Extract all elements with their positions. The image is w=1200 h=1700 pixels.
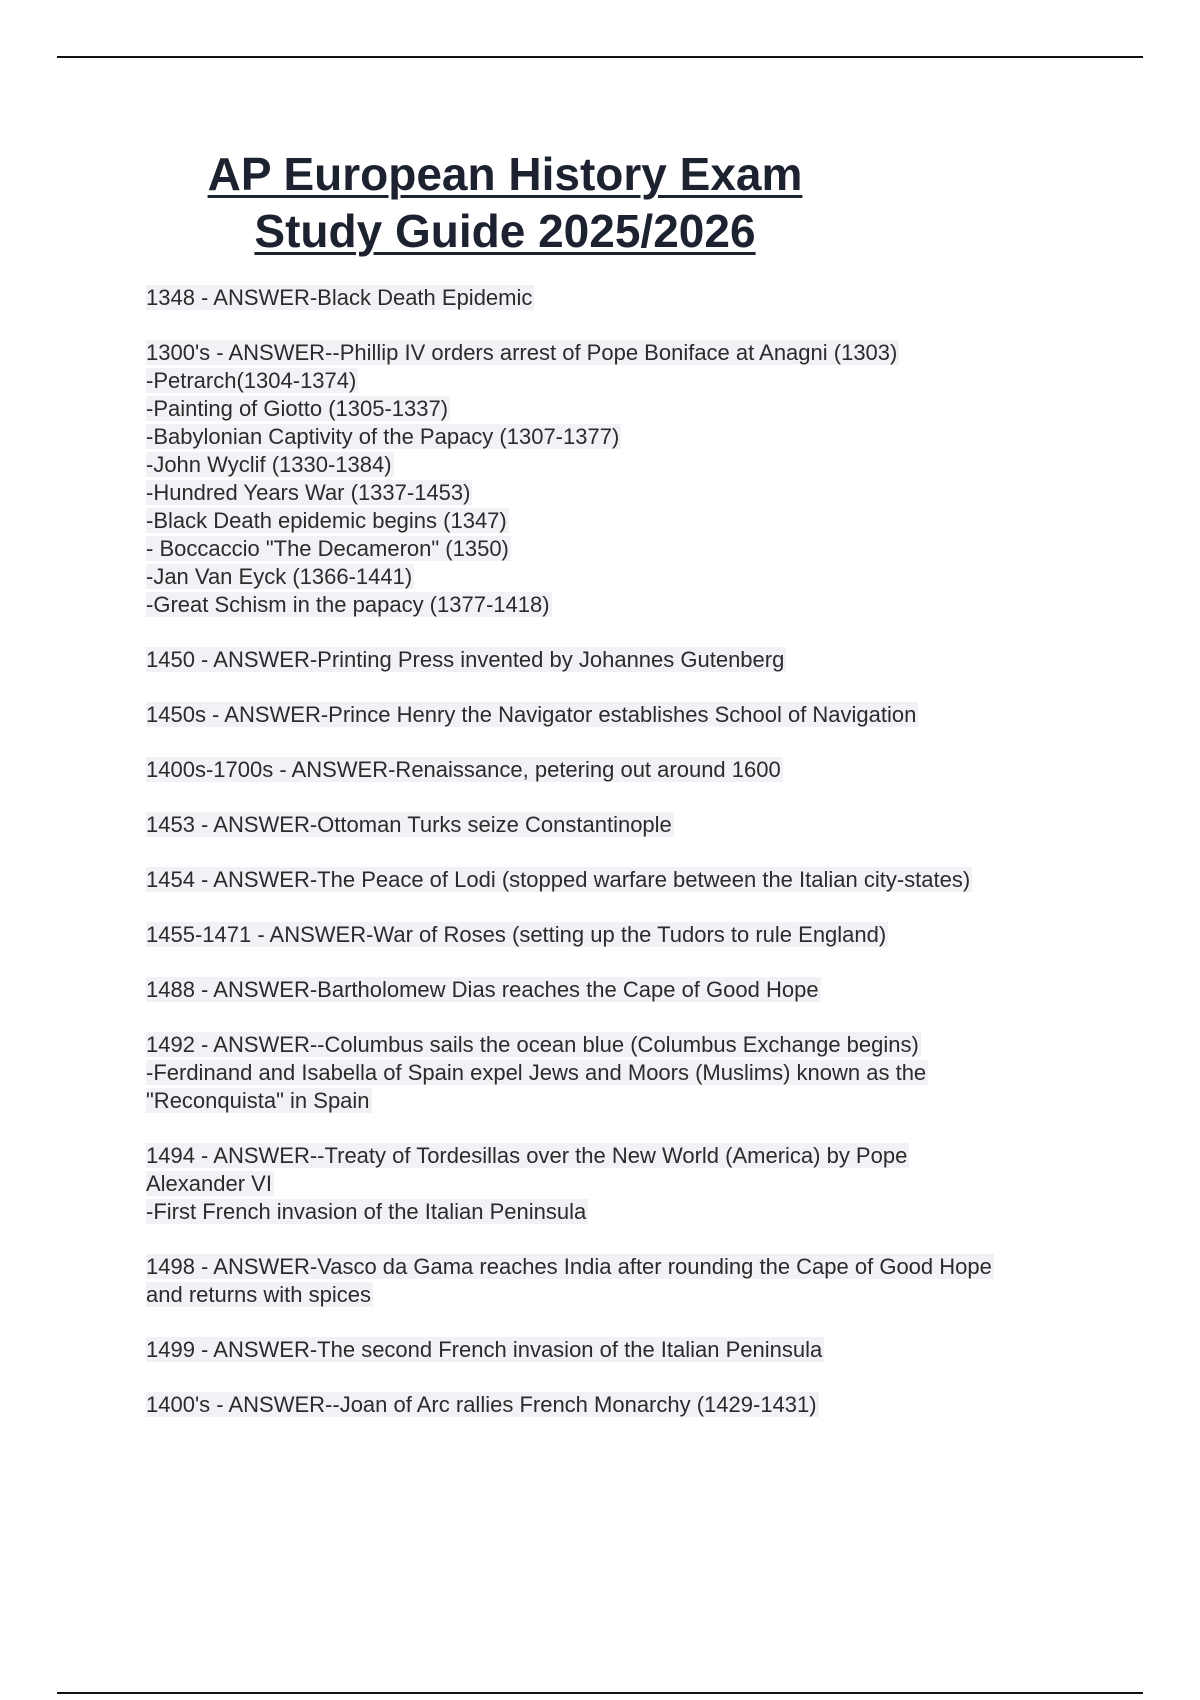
- entry-line-text: -Painting of Giotto (1305-1337): [146, 396, 449, 421]
- entry-line-text: 1455-1471 - ANSWER-War of Roses (setting up the Tudors to rule England): [146, 922, 887, 947]
- entry-line: [146, 1391, 1146, 1419]
- qa-entry: [146, 921, 1146, 949]
- qa-entry: [146, 756, 1146, 784]
- entry-line-text: 1450 - ANSWER-Printing Press invented by Johannes Gutenberg: [146, 647, 785, 672]
- entry-line: [146, 479, 1146, 507]
- qa-entry: [146, 811, 1146, 839]
- study-guide-entries: [146, 284, 1146, 1446]
- qa-entry: [146, 284, 1146, 312]
- entry-line-text: -First French invasion of the Italian Peninsula: [146, 1199, 587, 1224]
- entry-line: [146, 339, 1146, 367]
- entry-line: [146, 591, 1146, 619]
- entry-line-text: -Jan Van Eyck (1366-1441): [146, 564, 413, 589]
- entry-line: [146, 701, 1146, 729]
- qa-entry: [146, 1142, 1146, 1226]
- entry-line: [146, 451, 1146, 479]
- entry-line-text: 1499 - ANSWER-The second French invasion of the Italian Peninsula: [146, 1337, 823, 1362]
- page-title: [100, 146, 910, 260]
- entry-line: [146, 921, 1146, 949]
- qa-entry: [146, 339, 1146, 619]
- qa-entry: [146, 976, 1146, 1004]
- entry-line: [146, 976, 1146, 1004]
- entry-line: [146, 563, 1146, 591]
- top-rule: [57, 56, 1143, 58]
- entry-line-text: 1492 - ANSWER--Columbus sails the ocean blue (Columbus Exchange begins): [146, 1032, 919, 1057]
- entry-line: [146, 646, 1146, 674]
- entry-line: [146, 284, 1146, 312]
- entry-line-text: - Boccaccio "The Decameron" (1350): [146, 536, 509, 561]
- entry-line: [146, 507, 1146, 535]
- entry-line-text: 1494 - ANSWER--Treaty of Tordesillas over the New World (America) by Pope: [146, 1143, 908, 1168]
- entry-line-text: 1348 - ANSWER-Black Death Epidemic: [146, 285, 533, 310]
- qa-entry: [146, 1391, 1146, 1419]
- entry-line-text: 1400s-1700s - ANSWER-Renaissance, petering out around 1600: [146, 757, 781, 782]
- entry-line: [146, 535, 1146, 563]
- entry-line-text: 1498 - ANSWER-Vasco da Gama reaches India after rounding the Cape of Good Hope: [146, 1254, 992, 1279]
- qa-entry: [146, 701, 1146, 729]
- entry-line-text: 1488 - ANSWER-Bartholomew Dias reaches the Cape of Good Hope: [146, 977, 819, 1002]
- entry-line-text: Alexander VI: [146, 1171, 272, 1196]
- bottom-rule: [57, 1692, 1143, 1694]
- entry-line-text: -Petrarch(1304-1374): [146, 368, 357, 393]
- entry-line: [146, 1253, 1146, 1281]
- entry-line: [146, 1281, 1146, 1309]
- entry-line-text: -Hundred Years War (1337-1453): [146, 480, 471, 505]
- entry-line: [146, 756, 1146, 784]
- qa-entry: [146, 646, 1146, 674]
- entry-line: [146, 1031, 1146, 1059]
- entry-line: [146, 866, 1146, 894]
- entry-line-text: "Reconquista" in Spain: [146, 1088, 370, 1113]
- entry-line: [146, 811, 1146, 839]
- entry-line-text: -John Wyclif (1330-1384): [146, 452, 392, 477]
- qa-entry: [146, 866, 1146, 894]
- entry-line: [146, 1142, 1146, 1170]
- qa-entry: [146, 1336, 1146, 1364]
- entry-line-text: 1453 - ANSWER-Ottoman Turks seize Constantinople: [146, 812, 672, 837]
- entry-line-text: 1300's - ANSWER--Phillip IV orders arrest of Pope Boniface at Anagni (1303): [146, 340, 898, 365]
- entry-line: [146, 395, 1146, 423]
- entry-line: [146, 423, 1146, 451]
- entry-line-text: and returns with spices: [146, 1282, 371, 1307]
- title-line-2: Study Guide 2025/2026: [254, 205, 756, 257]
- qa-entry: [146, 1031, 1146, 1115]
- entry-line-text: -Ferdinand and Isabella of Spain expel Jews and Moors (Muslims) known as the: [146, 1060, 927, 1085]
- entry-line: [146, 1087, 1146, 1115]
- entry-line-text: -Babylonian Captivity of the Papacy (1307-1377): [146, 424, 620, 449]
- title-line-1: AP European History Exam: [207, 148, 803, 200]
- entry-line: [146, 1059, 1146, 1087]
- entry-line-text: 1454 - ANSWER-The Peace of Lodi (stopped warfare between the Italian city-states): [146, 867, 971, 892]
- entry-line-text: -Great Schism in the papacy (1377-1418): [146, 592, 550, 617]
- entry-line: [146, 367, 1146, 395]
- entry-line: [146, 1198, 1146, 1226]
- qa-entry: [146, 1253, 1146, 1309]
- entry-line-text: 1450s - ANSWER-Prince Henry the Navigator establishes School of Navigation: [146, 702, 917, 727]
- entry-line: [146, 1170, 1146, 1198]
- entry-line-text: 1400's - ANSWER--Joan of Arc rallies French Monarchy (1429-1431): [146, 1392, 817, 1417]
- entry-line-text: -Black Death epidemic begins (1347): [146, 508, 507, 533]
- entry-line: [146, 1336, 1146, 1364]
